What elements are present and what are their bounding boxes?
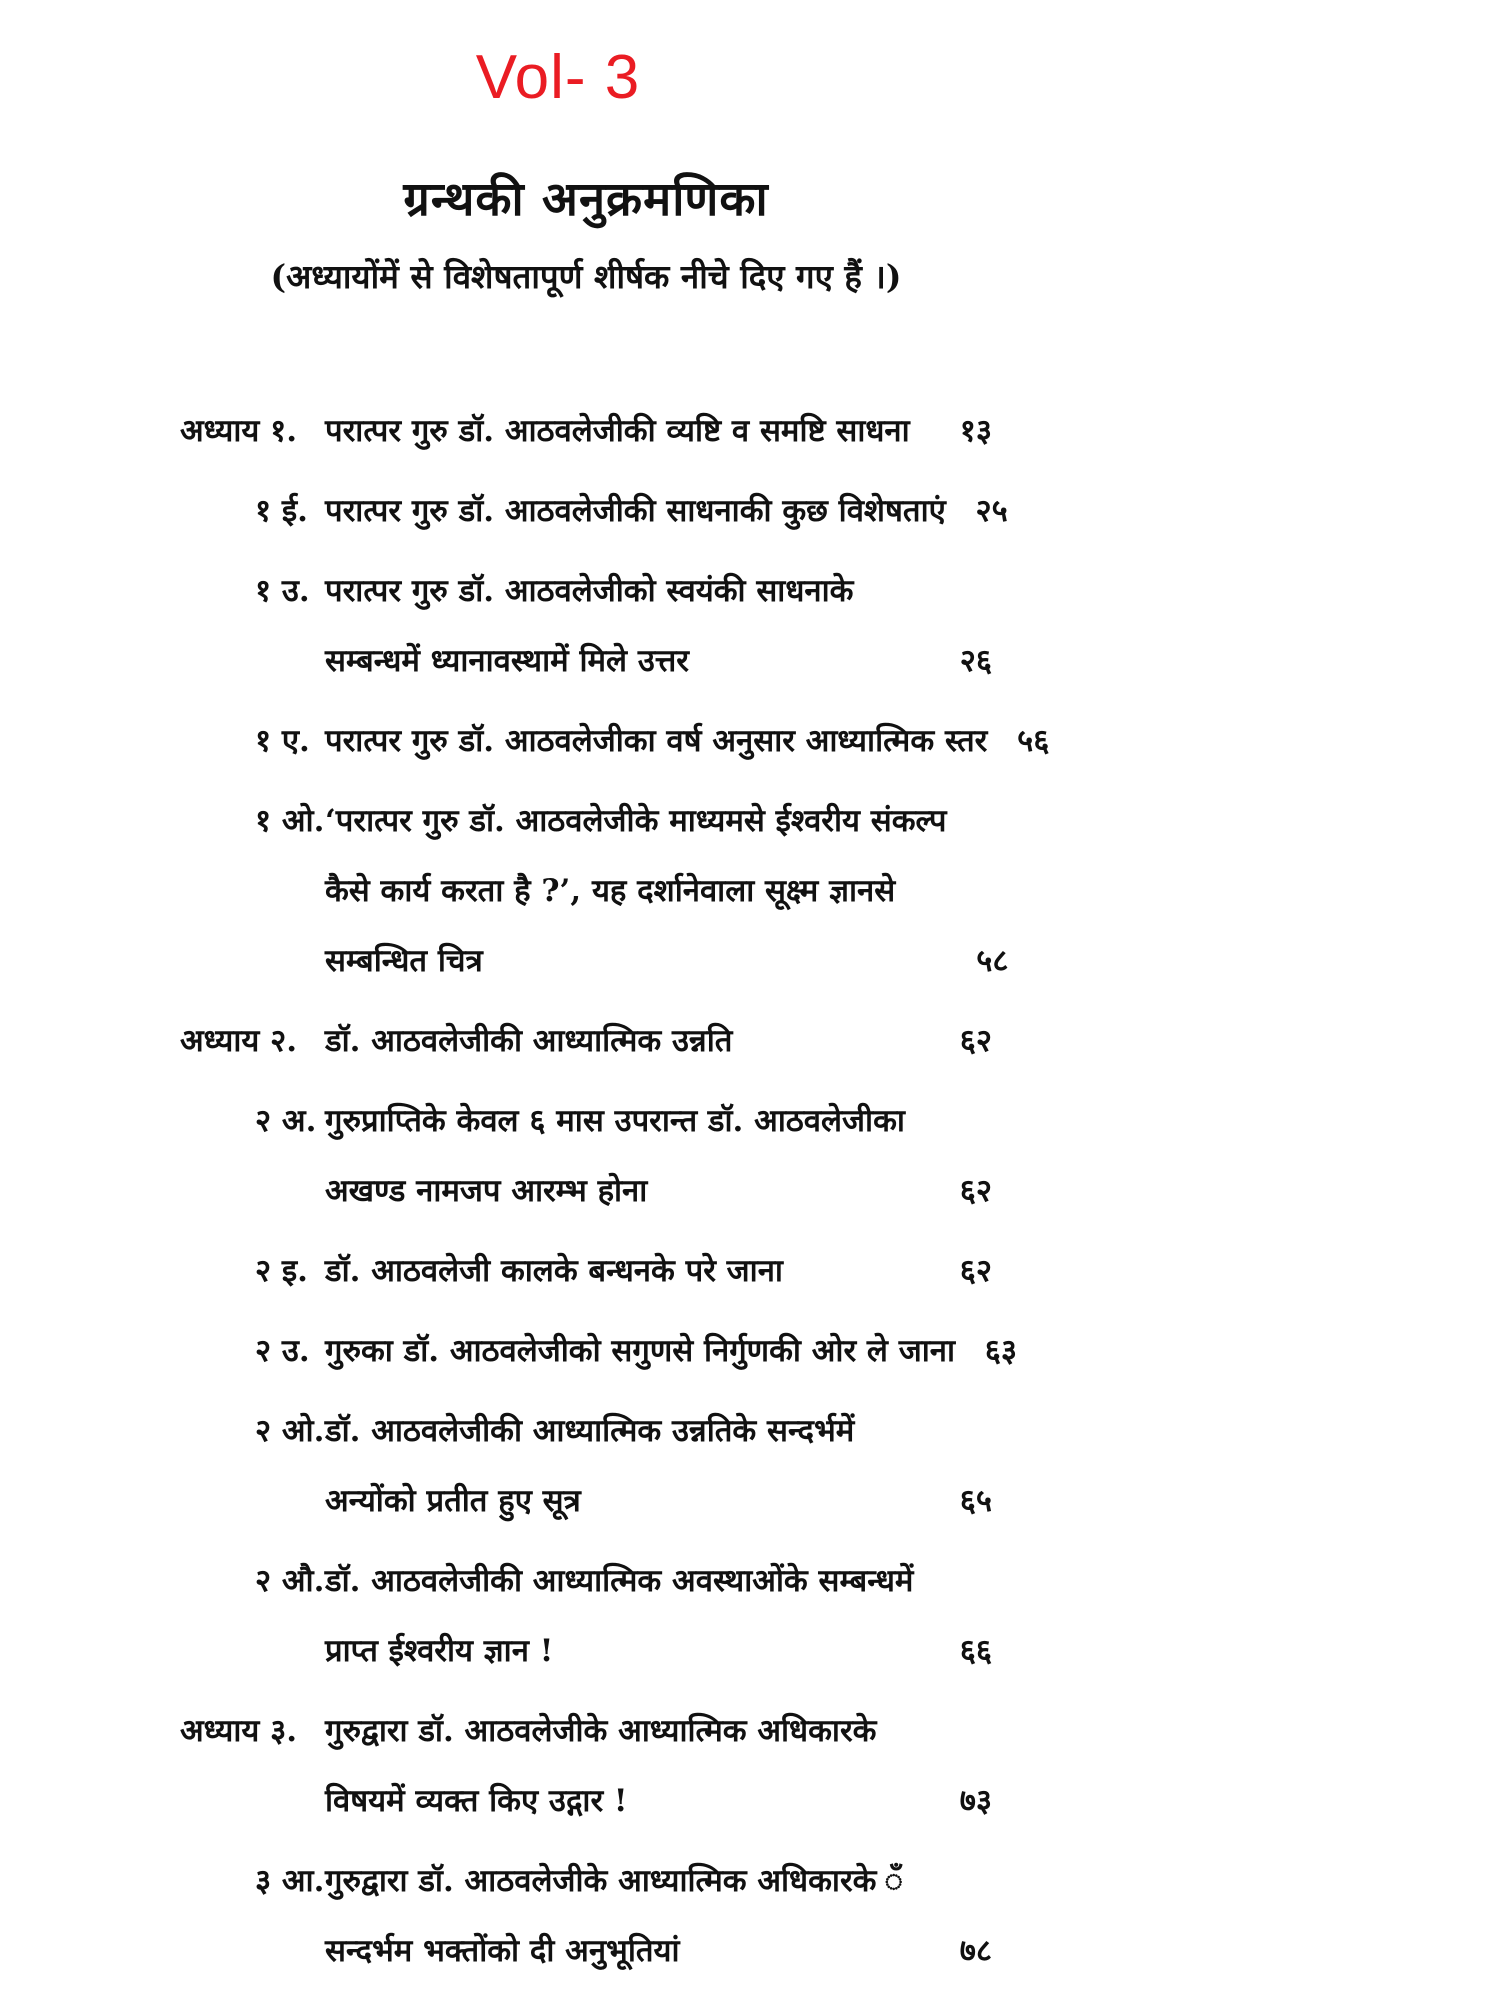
toc-entry-title-line: सन्दर्भम भक्तोंको दी अनुभूतियां — [325, 1933, 680, 1969]
toc-entry — [180, 476, 1008, 546]
toc-entry-label: १ उ. — [255, 573, 310, 609]
toc-entry-title — [325, 786, 946, 996]
toc-entry-title-line: परात्पर गुरु डॉ. आठवलेजीको स्वयंकी साधनाके — [325, 573, 854, 609]
toc-entry-label: २ ओ. — [255, 1413, 325, 1449]
toc-entry — [180, 786, 1009, 996]
volume-title: Vol- 3 — [475, 43, 641, 112]
toc-entry-title-line: अन्योंको प्रतीत हुए सूत्र — [325, 1483, 581, 1519]
toc-entry-title-line: डॉ. आठवलेजीकी आध्यात्मिक अवस्थाओंके सम्बन्धमें — [325, 1563, 914, 1599]
toc-entry-title-line: परात्पर गुरु डॉ. आठवलेजीकी व्यष्टि व समष्टि साधना — [325, 413, 910, 449]
toc-entry-page-number: ६५ — [959, 1483, 992, 1519]
toc-entry-title-line: सम्बन्धमें ध्यानावस्थामें मिले उत्तर — [325, 643, 689, 679]
toc-entry-label: १ ए. — [255, 723, 310, 759]
toc-entry-title-line: ‘परात्पर गुरु डॉ. आठवलेजीके माध्यमसे ईश्वरीय संकल्प — [325, 803, 947, 839]
toc-entry-page-number: ६६ — [959, 1633, 992, 1669]
toc-entry-page-number: २५ — [975, 493, 1008, 529]
page-content — [180, 0, 1050, 1996]
toc-entry-title-line: परात्पर गुरु डॉ. आठवलेजीकी साधनाकी कुछ विशेषताएं — [325, 493, 946, 529]
toc-entry-title-line: गुरुद्वारा डॉ. आठवलेजीके आध्यात्मिक अधिकारके — [325, 1713, 877, 1749]
toc-entry — [180, 1316, 1017, 1386]
toc-entry-label: २ उ. — [255, 1333, 310, 1369]
toc-entry-label: १ ओ. — [255, 803, 325, 839]
toc-entry-page-number: ६३ — [984, 1333, 1017, 1369]
toc-entry-title-line: अखण्ड नामजप आरम्भ होना — [325, 1173, 648, 1209]
toc-entry-page-number: ५८ — [976, 943, 1009, 979]
toc-entry-page-number: ७८ — [959, 1933, 992, 1969]
toc-entry-title-line: परात्पर गुरु डॉ. आठवलेजीका वर्ष अनुसार आध्यात्मिक स्तर — [325, 723, 988, 759]
toc-entry — [180, 1696, 992, 1836]
toc-entry-page-number: ६२ — [959, 1023, 992, 1059]
toc-entry-title-line: डॉ. आठवलेजीकी आध्यात्मिक उन्नति — [325, 1023, 733, 1059]
toc-entry-title — [325, 396, 930, 466]
toc-entry — [180, 1236, 992, 1306]
toc-entry-title — [325, 556, 930, 696]
toc-entry-title — [325, 1546, 930, 1686]
toc-entry-title-line: डॉ. आठवलेजी कालके बन्धनके परे जाना — [325, 1253, 783, 1289]
toc-entry — [180, 706, 1050, 776]
toc-entry-title-line: गुरुद्वारा डॉ. आठवलेजीके आध्यात्मिक अधिकारके ँ — [325, 1863, 903, 1899]
toc-entry-label: अध्याय ३. — [180, 1713, 298, 1749]
toc-entry-label: अध्याय १. — [180, 413, 298, 449]
toc-entry-label: १ ई. — [255, 493, 308, 529]
toc-entry — [180, 1006, 992, 1076]
toc-entry-label: ३ आ. — [255, 1863, 325, 1899]
toc-subtitle: (अध्यायोंमें से विशेषतापूर्ण शीर्षक नीचे दिए गए हैं ।) — [270, 257, 902, 296]
toc-entry-title — [325, 1846, 930, 1986]
toc-entry-title-line: कैसे कार्य करता है ?’, यह दर्शानेवाला सूक्ष्म ज्ञानसे — [325, 873, 896, 909]
toc-entry-title — [325, 1316, 955, 1386]
toc-entry — [180, 1546, 992, 1686]
toc-entry-title — [325, 1006, 930, 1076]
toc-entry-title-line: गुरुका डॉ. आठवलेजीको सगुणसे निर्गुणकी ओर ले जाना — [325, 1333, 955, 1369]
toc-entry — [180, 396, 992, 466]
toc-entry-page-number: १३ — [959, 413, 992, 449]
toc-entry — [180, 1396, 992, 1536]
toc-entry-title — [325, 1086, 930, 1226]
toc-entry-title-line: सम्बन्धित चित्र — [325, 943, 483, 979]
toc-entry-title-line: विषयमें व्यक्त किए उद्गार ! — [325, 1783, 628, 1819]
toc-entry-page-number: ६२ — [959, 1253, 992, 1289]
toc-entry-label: २ अ. — [255, 1103, 317, 1139]
toc-entry-page-number: ७३ — [959, 1783, 992, 1819]
toc-entry-title-line: प्राप्त ईश्वरीय ज्ञान ! — [325, 1633, 554, 1669]
toc-entry-title — [325, 1696, 930, 1836]
toc-entry — [180, 1086, 992, 1226]
toc-entry-title — [325, 1236, 930, 1306]
toc-entry-title-line: डॉ. आठवलेजीकी आध्यात्मिक उन्नतिके सन्दर्भमें — [325, 1413, 855, 1449]
toc-entry-label: २ औ. — [255, 1563, 325, 1599]
toc-entry-title — [325, 706, 987, 776]
toc-entry-title — [325, 1396, 930, 1536]
toc-entry-page-number: ५६ — [1017, 723, 1050, 759]
toc-entry-page-number: २६ — [959, 643, 992, 679]
toc-entry-title — [325, 476, 946, 546]
toc-list — [180, 396, 1050, 1986]
toc-entry-label: २ इ. — [255, 1253, 308, 1289]
toc-entry-label: अध्याय २. — [180, 1023, 298, 1059]
toc-entry — [180, 1846, 992, 1986]
toc-entry — [180, 556, 992, 696]
toc-entry-page-number: ६२ — [959, 1173, 992, 1209]
toc-entry-title-line: गुरुप्राप्तिके केवल ६ मास उपरान्त डॉ. आठवलेजीका — [325, 1103, 905, 1139]
toc-heading: ग्रन्थकी अनुक्रमणिका — [403, 172, 769, 227]
